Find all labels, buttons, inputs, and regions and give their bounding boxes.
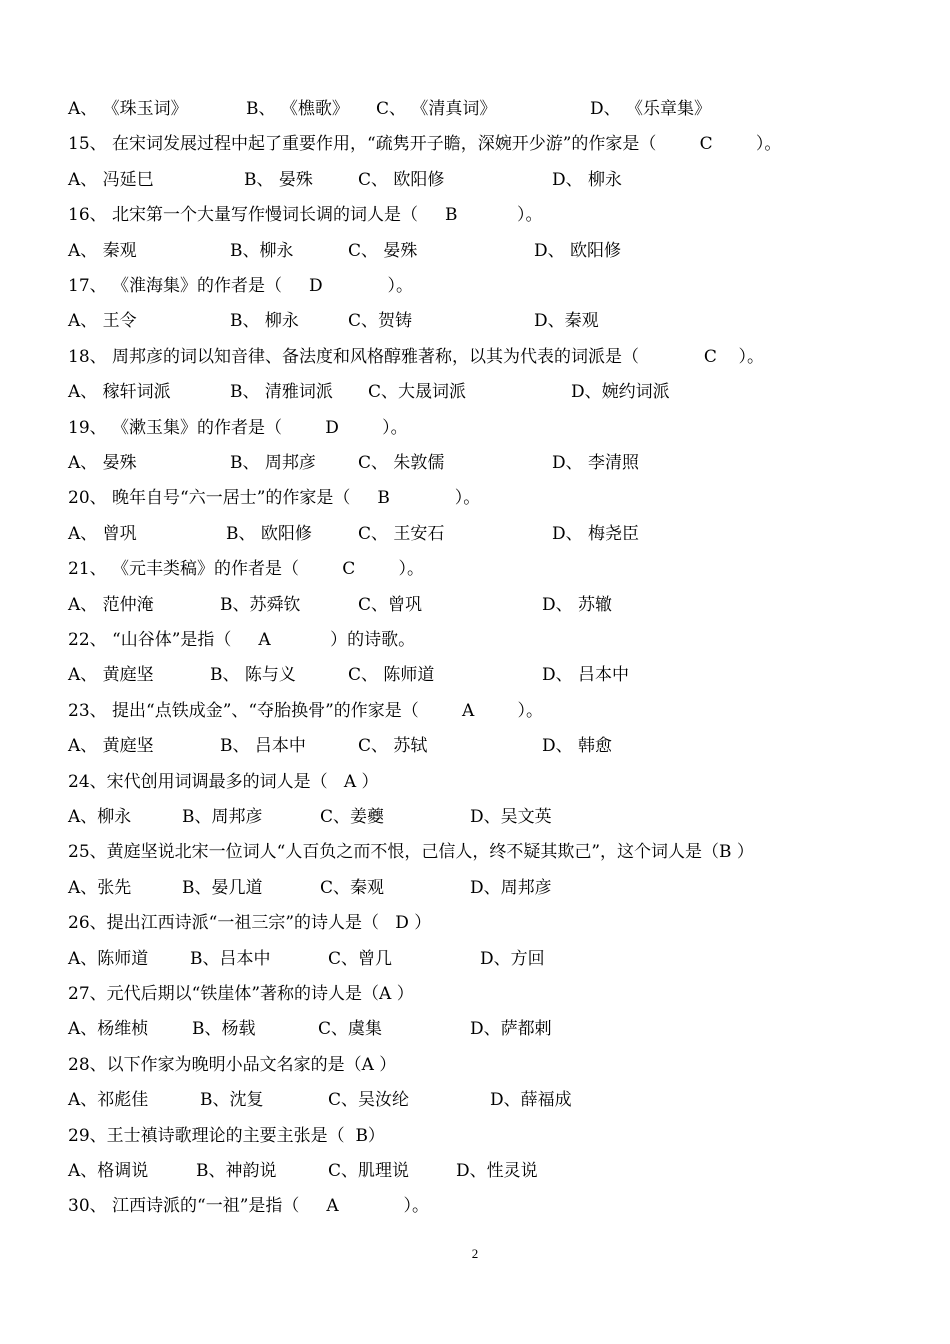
option-text: C、 欧阳修 [358, 169, 445, 190]
option-text: B、柳永 [230, 240, 294, 261]
option-text: A、杨维桢 [68, 1019, 149, 1040]
page-number: 2 [471, 1246, 479, 1261]
option-text: D、 梅尧臣 [552, 523, 640, 544]
option-text: B、周邦彦 [182, 807, 263, 827]
question-text: 26、提出江西诗派“一祖三宗”的诗人是（ D ） [68, 913, 432, 934]
option-text: B、杨载 [192, 1019, 256, 1040]
option-text: A、张先 [68, 877, 132, 898]
option-text: C、秦观 [320, 877, 385, 898]
option-text: A、格调说 [68, 1161, 149, 1181]
question-text: 17、 《淮海集》的作者是（ D ）。 [68, 276, 414, 296]
option-text: B、 清雅词派 [230, 382, 333, 403]
option-text: C、虞集 [318, 1019, 383, 1040]
question-text: 22、 “山谷体”是指（ A ）的诗歌。 [68, 630, 416, 650]
option-text: A、陈师道 [68, 948, 149, 969]
option-text: C、 陈师道 [348, 665, 435, 686]
option-text: A、柳永 [68, 807, 132, 827]
option-text: B、 陈与义 [210, 665, 296, 686]
option-text: B、 吕本中 [220, 736, 306, 757]
option-text: A、 秦观 [68, 240, 137, 261]
question-text: 15、 在宋词发展过程中起了重要作用，“疏隽开子瞻，深婉开少游”的作家是（ C ）。 [68, 134, 782, 155]
option-text: A、 黄庭坚 [68, 665, 154, 686]
option-text: C、曾几 [328, 948, 393, 969]
option-text: D、薛福成 [490, 1090, 572, 1111]
question-text: 18、 周邦彦的词以知音律、备法度和风格醇雅著称，以其为代表的词派是（ C ）。 [68, 346, 765, 367]
option-text: D、 吕本中 [542, 665, 630, 686]
question-text: 30、 江西诗派的“一祖”是指（ A ）。 [68, 1196, 430, 1217]
option-text: D、 李清照 [552, 453, 640, 473]
option-text: B、 柳永 [230, 311, 299, 332]
option-text: D、性灵说 [456, 1161, 538, 1181]
option-text: C、 苏轼 [358, 736, 428, 757]
option-text: C、吴汝纶 [328, 1090, 410, 1111]
option-text: C、姜夔 [320, 807, 385, 827]
question-text: 24、宋代创用词调最多的词人是（ A ） [68, 771, 379, 792]
option-text: C、 晏殊 [348, 240, 418, 261]
option-text: B、 《樵歌》 [246, 99, 349, 119]
option-text: A、祁彪佳 [68, 1090, 149, 1111]
question-text: 19、 《漱玉集》的作者是（ D ）。 [68, 417, 408, 438]
option-text: C、曾巩 [358, 594, 423, 615]
option-text: D、秦观 [534, 311, 599, 332]
question-text: 28、以下作家为晚明小品文名家的是（A ） [68, 1054, 397, 1075]
option-text: B、沈复 [200, 1090, 264, 1111]
option-text: B、苏舜钦 [220, 594, 301, 615]
option-text: C、大晟词派 [368, 382, 467, 403]
option-text: D、周邦彦 [470, 877, 552, 898]
option-text: A、 《珠玉词》 [68, 99, 188, 119]
question-text: 16、 北宋第一个大量写作慢词长调的词人是（ B ）。 [68, 205, 543, 226]
question-text: 20、 晚年自号“六一居士”的作家是（ B ）。 [68, 488, 481, 509]
option-text: D、 《乐章集》 [590, 99, 712, 119]
option-text: A、 晏殊 [68, 453, 137, 473]
option-text: A、 王令 [68, 311, 137, 332]
option-text: D、 欧阳修 [534, 240, 622, 261]
option-text: C、 王安石 [358, 523, 445, 544]
option-text: D、吴文英 [470, 807, 552, 827]
option-text: A、 稼轩词派 [68, 382, 171, 403]
option-text: D、 柳永 [552, 169, 623, 190]
option-text: B、 欧阳修 [226, 523, 312, 544]
option-text: D、 苏辙 [542, 594, 613, 615]
question-text: 27、元代后期以“铁崖体”著称的诗人是（A ） [68, 984, 414, 1004]
option-text: D、婉约词派 [571, 382, 670, 403]
option-text: B、晏几道 [182, 877, 263, 898]
option-text: B、 晏殊 [244, 169, 313, 190]
option-text: D、方回 [480, 948, 545, 969]
question-text: 29、王士禛诗歌理论的主要主张是（ B） [68, 1125, 385, 1146]
option-text: A、 曾巩 [68, 523, 137, 544]
option-text: C、贺铸 [348, 311, 413, 332]
question-text: 25、黄庭坚说北宋一位词人“人百负之而不恨，己信人，终不疑其欺己”，这个词人是（B ） [68, 842, 754, 863]
question-text: 23、 提出“点铁成金”、“夺胎换骨”的作家是（ A ）。 [68, 700, 544, 721]
option-text: C、肌理说 [328, 1161, 410, 1181]
option-text: A、 冯延巳 [68, 169, 154, 190]
option-text: C、 朱敦儒 [358, 453, 445, 473]
option-text: B、 周邦彦 [230, 453, 316, 473]
option-text: A、 黄庭坚 [68, 736, 154, 757]
option-text: B、吕本中 [190, 948, 271, 969]
option-text: A、 范仲淹 [68, 594, 154, 615]
option-text: C、 《清真词》 [376, 99, 497, 119]
question-text: 21、 《元丰类稿》的作者是（ C ）。 [68, 559, 425, 580]
option-text: D、 韩愈 [542, 736, 613, 757]
option-text: B、神韵说 [196, 1161, 277, 1181]
option-text: D、萨都剌 [470, 1019, 552, 1040]
